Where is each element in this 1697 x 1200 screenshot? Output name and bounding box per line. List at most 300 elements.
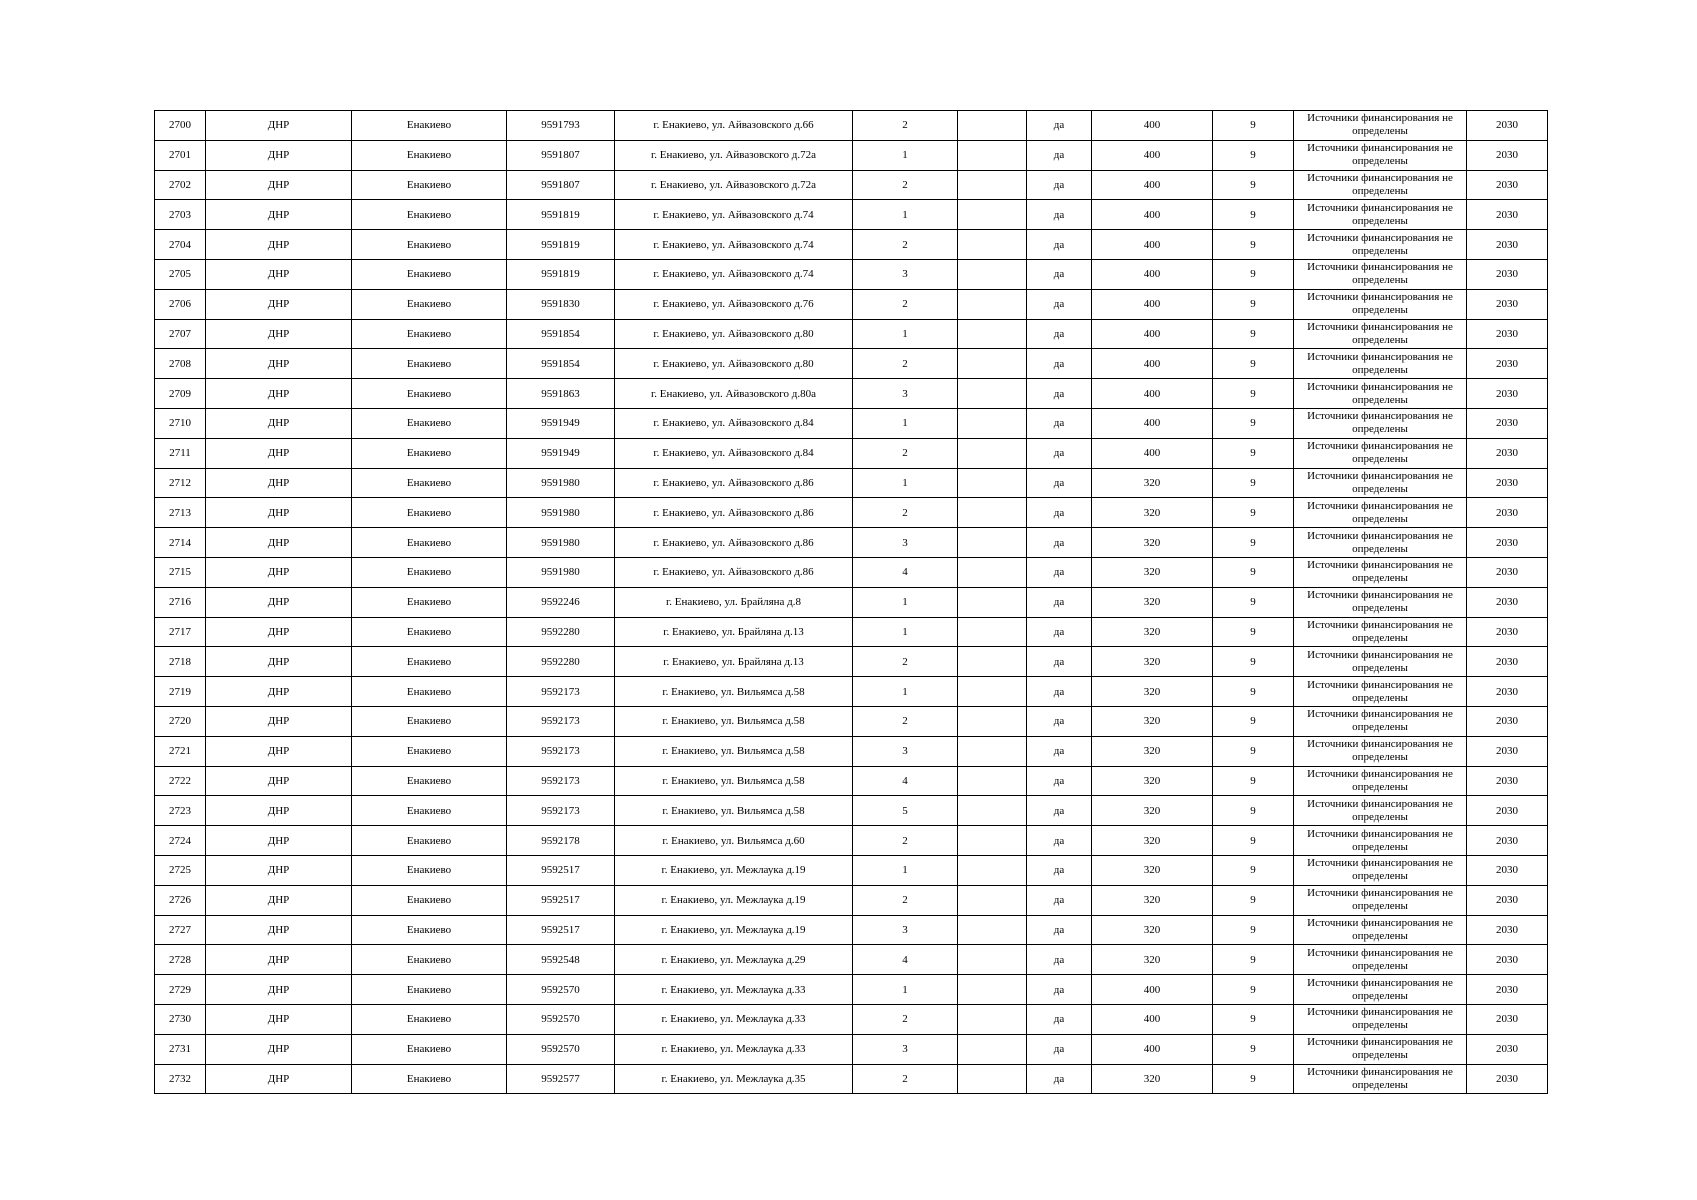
funding-note-cell: Источники финансирования не определены xyxy=(1294,587,1467,617)
floors-cell: 9 xyxy=(1213,1004,1294,1034)
object-id-cell: 9591819 xyxy=(507,200,615,230)
entrance-cell: 2 xyxy=(853,289,958,319)
entrance-cell: 3 xyxy=(853,915,958,945)
table-row xyxy=(155,379,1548,409)
blank-cell xyxy=(958,647,1027,677)
flag-cell: да xyxy=(1027,111,1092,141)
object-id-cell: 9591980 xyxy=(507,468,615,498)
year-cell: 2030 xyxy=(1467,319,1548,349)
address-cell: г. Енакиево, ул. Межлаука д.35 xyxy=(615,1064,853,1094)
floors-cell: 9 xyxy=(1213,587,1294,617)
amount-cell: 400 xyxy=(1092,259,1213,289)
table-row xyxy=(155,200,1548,230)
flag-cell: да xyxy=(1027,319,1092,349)
city-cell: Енакиево xyxy=(352,677,507,707)
funding-note-cell: Источники финансирования не определены xyxy=(1294,379,1467,409)
floors-cell: 9 xyxy=(1213,677,1294,707)
object-id-cell: 9592570 xyxy=(507,1034,615,1064)
region-cell: ДНР xyxy=(206,945,352,975)
city-cell: Енакиево xyxy=(352,945,507,975)
entrance-cell: 4 xyxy=(853,945,958,975)
object-id-cell: 9591819 xyxy=(507,230,615,260)
flag-cell: да xyxy=(1027,1004,1092,1034)
flag-cell: да xyxy=(1027,736,1092,766)
table-row xyxy=(155,826,1548,856)
year-cell: 2030 xyxy=(1467,945,1548,975)
floors-cell: 9 xyxy=(1213,140,1294,170)
row-number-cell: 2730 xyxy=(155,1004,206,1034)
funding-note-cell: Источники финансирования не определены xyxy=(1294,289,1467,319)
year-cell: 2030 xyxy=(1467,200,1548,230)
object-id-cell: 9591854 xyxy=(507,319,615,349)
object-id-cell: 9591949 xyxy=(507,438,615,468)
object-id-cell: 9592173 xyxy=(507,706,615,736)
amount-cell: 320 xyxy=(1092,1064,1213,1094)
funding-note-cell: Источники финансирования не определены xyxy=(1294,885,1467,915)
entrance-cell: 2 xyxy=(853,170,958,200)
region-cell: ДНР xyxy=(206,677,352,707)
entrance-cell: 1 xyxy=(853,855,958,885)
blank-cell xyxy=(958,200,1027,230)
blank-cell xyxy=(958,557,1027,587)
table-row xyxy=(155,796,1548,826)
year-cell: 2030 xyxy=(1467,915,1548,945)
year-cell: 2030 xyxy=(1467,468,1548,498)
year-cell: 2030 xyxy=(1467,379,1548,409)
region-cell: ДНР xyxy=(206,408,352,438)
table-row xyxy=(155,438,1548,468)
flag-cell: да xyxy=(1027,885,1092,915)
row-number-cell: 2714 xyxy=(155,528,206,558)
row-number-cell: 2702 xyxy=(155,170,206,200)
row-number-cell: 2727 xyxy=(155,915,206,945)
city-cell: Енакиево xyxy=(352,975,507,1005)
funding-note-cell: Источники финансирования не определены xyxy=(1294,140,1467,170)
blank-cell xyxy=(958,915,1027,945)
city-cell: Енакиево xyxy=(352,319,507,349)
flag-cell: да xyxy=(1027,200,1092,230)
region-cell: ДНР xyxy=(206,1064,352,1094)
city-cell: Енакиево xyxy=(352,557,507,587)
amount-cell: 320 xyxy=(1092,528,1213,558)
entrance-cell: 3 xyxy=(853,528,958,558)
floors-cell: 9 xyxy=(1213,826,1294,856)
flag-cell: да xyxy=(1027,915,1092,945)
funding-note-cell: Источники финансирования не определены xyxy=(1294,826,1467,856)
table-row xyxy=(155,230,1548,260)
entrance-cell: 2 xyxy=(853,1064,958,1094)
row-number-cell: 2715 xyxy=(155,557,206,587)
table-row xyxy=(155,140,1548,170)
blank-cell xyxy=(958,677,1027,707)
amount-cell: 320 xyxy=(1092,915,1213,945)
region-cell: ДНР xyxy=(206,498,352,528)
city-cell: Енакиево xyxy=(352,111,507,141)
blank-cell xyxy=(958,528,1027,558)
funding-note-cell: Источники финансирования не определены xyxy=(1294,1004,1467,1034)
flag-cell: да xyxy=(1027,1064,1092,1094)
row-number-cell: 2716 xyxy=(155,587,206,617)
table-row xyxy=(155,647,1548,677)
region-cell: ДНР xyxy=(206,379,352,409)
funding-note-cell: Источники финансирования не определены xyxy=(1294,111,1467,141)
flag-cell: да xyxy=(1027,438,1092,468)
city-cell: Енакиево xyxy=(352,200,507,230)
address-cell: г. Енакиево, ул. Вильямса д.58 xyxy=(615,677,853,707)
object-id-cell: 9592173 xyxy=(507,677,615,707)
floors-cell: 9 xyxy=(1213,408,1294,438)
row-number-cell: 2732 xyxy=(155,1064,206,1094)
funding-note-cell: Источники финансирования не определены xyxy=(1294,408,1467,438)
table-row xyxy=(155,170,1548,200)
flag-cell: да xyxy=(1027,140,1092,170)
amount-cell: 400 xyxy=(1092,438,1213,468)
amount-cell: 400 xyxy=(1092,408,1213,438)
floors-cell: 9 xyxy=(1213,111,1294,141)
flag-cell: да xyxy=(1027,408,1092,438)
row-number-cell: 2707 xyxy=(155,319,206,349)
row-number-cell: 2709 xyxy=(155,379,206,409)
object-id-cell: 9592548 xyxy=(507,945,615,975)
blank-cell xyxy=(958,408,1027,438)
entrance-cell: 2 xyxy=(853,349,958,379)
row-number-cell: 2713 xyxy=(155,498,206,528)
entrance-cell: 2 xyxy=(853,885,958,915)
city-cell: Енакиево xyxy=(352,796,507,826)
city-cell: Енакиево xyxy=(352,915,507,945)
funding-note-cell: Источники финансирования не определены xyxy=(1294,259,1467,289)
funding-note-cell: Источники финансирования не определены xyxy=(1294,617,1467,647)
funding-note-cell: Источники финансирования не определены xyxy=(1294,766,1467,796)
floors-cell: 9 xyxy=(1213,647,1294,677)
row-number-cell: 2703 xyxy=(155,200,206,230)
amount-cell: 320 xyxy=(1092,766,1213,796)
region-cell: ДНР xyxy=(206,915,352,945)
floors-cell: 9 xyxy=(1213,557,1294,587)
year-cell: 2030 xyxy=(1467,736,1548,766)
funding-note-cell: Источники финансирования не определены xyxy=(1294,349,1467,379)
blank-cell xyxy=(958,975,1027,1005)
blank-cell xyxy=(958,706,1027,736)
address-cell: г. Енакиево, ул. Айвазовского д.86 xyxy=(615,557,853,587)
row-number-cell: 2721 xyxy=(155,736,206,766)
blank-cell xyxy=(958,349,1027,379)
region-cell: ДНР xyxy=(206,319,352,349)
flag-cell: да xyxy=(1027,677,1092,707)
amount-cell: 400 xyxy=(1092,975,1213,1005)
amount-cell: 320 xyxy=(1092,706,1213,736)
flag-cell: да xyxy=(1027,557,1092,587)
city-cell: Енакиево xyxy=(352,1064,507,1094)
flag-cell: да xyxy=(1027,1034,1092,1064)
address-cell: г. Енакиево, ул. Айвазовского д.80а xyxy=(615,379,853,409)
amount-cell: 400 xyxy=(1092,1034,1213,1064)
funding-note-cell: Источники финансирования не определены xyxy=(1294,557,1467,587)
region-cell: ДНР xyxy=(206,230,352,260)
region-cell: ДНР xyxy=(206,706,352,736)
entrance-cell: 3 xyxy=(853,736,958,766)
table-row xyxy=(155,528,1548,558)
object-id-cell: 9592280 xyxy=(507,647,615,677)
address-cell: г. Енакиево, ул. Айвазовского д.86 xyxy=(615,498,853,528)
city-cell: Енакиево xyxy=(352,349,507,379)
floors-cell: 9 xyxy=(1213,796,1294,826)
address-cell: г. Енакиево, ул. Айвазовского д.74 xyxy=(615,200,853,230)
region-cell: ДНР xyxy=(206,349,352,379)
city-cell: Енакиево xyxy=(352,528,507,558)
row-number-cell: 2706 xyxy=(155,289,206,319)
table-row xyxy=(155,498,1548,528)
table-row xyxy=(155,766,1548,796)
object-id-cell: 9591819 xyxy=(507,259,615,289)
row-number-cell: 2712 xyxy=(155,468,206,498)
blank-cell xyxy=(958,1004,1027,1034)
table-row xyxy=(155,1064,1548,1094)
object-id-cell: 9591949 xyxy=(507,408,615,438)
row-number-cell: 2731 xyxy=(155,1034,206,1064)
city-cell: Енакиево xyxy=(352,498,507,528)
funding-note-cell: Источники финансирования не определены xyxy=(1294,1034,1467,1064)
row-number-cell: 2701 xyxy=(155,140,206,170)
table-row xyxy=(155,945,1548,975)
object-id-cell: 9592280 xyxy=(507,617,615,647)
table-row xyxy=(155,587,1548,617)
object-id-cell: 9592178 xyxy=(507,826,615,856)
row-number-cell: 2717 xyxy=(155,617,206,647)
address-cell: г. Енакиево, ул. Айвазовского д.86 xyxy=(615,528,853,558)
row-number-cell: 2700 xyxy=(155,111,206,141)
year-cell: 2030 xyxy=(1467,230,1548,260)
entrance-cell: 2 xyxy=(853,498,958,528)
funding-note-cell: Источники финансирования не определены xyxy=(1294,677,1467,707)
region-cell: ДНР xyxy=(206,826,352,856)
amount-cell: 400 xyxy=(1092,111,1213,141)
year-cell: 2030 xyxy=(1467,289,1548,319)
city-cell: Енакиево xyxy=(352,140,507,170)
flag-cell: да xyxy=(1027,647,1092,677)
object-id-cell: 9592173 xyxy=(507,736,615,766)
funding-note-cell: Источники финансирования не определены xyxy=(1294,528,1467,558)
blank-cell xyxy=(958,826,1027,856)
funding-note-cell: Источники финансирования не определены xyxy=(1294,706,1467,736)
table-row xyxy=(155,319,1548,349)
row-number-cell: 2729 xyxy=(155,975,206,1005)
funding-note-cell: Источники финансирования не определены xyxy=(1294,975,1467,1005)
address-cell: г. Енакиево, ул. Айвазовского д.84 xyxy=(615,408,853,438)
flag-cell: да xyxy=(1027,170,1092,200)
region-cell: ДНР xyxy=(206,1004,352,1034)
blank-cell xyxy=(958,438,1027,468)
city-cell: Енакиево xyxy=(352,230,507,260)
city-cell: Енакиево xyxy=(352,885,507,915)
funding-note-cell: Источники финансирования не определены xyxy=(1294,498,1467,528)
object-id-cell: 9591854 xyxy=(507,349,615,379)
blank-cell xyxy=(958,170,1027,200)
city-cell: Енакиево xyxy=(352,468,507,498)
amount-cell: 320 xyxy=(1092,796,1213,826)
floors-cell: 9 xyxy=(1213,766,1294,796)
table-body xyxy=(155,111,1548,1094)
region-cell: ДНР xyxy=(206,170,352,200)
row-number-cell: 2725 xyxy=(155,855,206,885)
flag-cell: да xyxy=(1027,975,1092,1005)
amount-cell: 400 xyxy=(1092,289,1213,319)
floors-cell: 9 xyxy=(1213,885,1294,915)
funding-note-cell: Источники финансирования не определены xyxy=(1294,200,1467,230)
year-cell: 2030 xyxy=(1467,975,1548,1005)
row-number-cell: 2704 xyxy=(155,230,206,260)
object-id-cell: 9592517 xyxy=(507,855,615,885)
floors-cell: 9 xyxy=(1213,1064,1294,1094)
address-cell: г. Енакиево, ул. Межлаука д.29 xyxy=(615,945,853,975)
city-cell: Енакиево xyxy=(352,587,507,617)
address-cell: г. Енакиево, ул. Айвазовского д.74 xyxy=(615,230,853,260)
amount-cell: 320 xyxy=(1092,468,1213,498)
floors-cell: 9 xyxy=(1213,289,1294,319)
year-cell: 2030 xyxy=(1467,826,1548,856)
year-cell: 2030 xyxy=(1467,1034,1548,1064)
blank-cell xyxy=(958,945,1027,975)
table-row xyxy=(155,1004,1548,1034)
funding-note-cell: Источники финансирования не определены xyxy=(1294,736,1467,766)
flag-cell: да xyxy=(1027,766,1092,796)
floors-cell: 9 xyxy=(1213,915,1294,945)
row-number-cell: 2705 xyxy=(155,259,206,289)
region-cell: ДНР xyxy=(206,289,352,319)
entrance-cell: 3 xyxy=(853,259,958,289)
address-cell: г. Енакиево, ул. Межлаука д.33 xyxy=(615,975,853,1005)
year-cell: 2030 xyxy=(1467,140,1548,170)
region-cell: ДНР xyxy=(206,885,352,915)
object-id-cell: 9592570 xyxy=(507,975,615,1005)
flag-cell: да xyxy=(1027,259,1092,289)
year-cell: 2030 xyxy=(1467,528,1548,558)
city-cell: Енакиево xyxy=(352,647,507,677)
amount-cell: 400 xyxy=(1092,230,1213,260)
address-cell: г. Енакиево, ул. Айвазовского д.72а xyxy=(615,170,853,200)
object-id-cell: 9592173 xyxy=(507,766,615,796)
funding-note-cell: Источники финансирования не определены xyxy=(1294,438,1467,468)
table-row xyxy=(155,915,1548,945)
row-number-cell: 2718 xyxy=(155,647,206,677)
amount-cell: 320 xyxy=(1092,587,1213,617)
address-cell: г. Енакиево, ул. Айвазовского д.72а xyxy=(615,140,853,170)
funding-note-cell: Источники финансирования не определены xyxy=(1294,915,1467,945)
flag-cell: да xyxy=(1027,855,1092,885)
object-id-cell: 9591863 xyxy=(507,379,615,409)
row-number-cell: 2720 xyxy=(155,706,206,736)
blank-cell xyxy=(958,855,1027,885)
region-cell: ДНР xyxy=(206,766,352,796)
blank-cell xyxy=(958,230,1027,260)
region-cell: ДНР xyxy=(206,259,352,289)
year-cell: 2030 xyxy=(1467,111,1548,141)
flag-cell: да xyxy=(1027,706,1092,736)
year-cell: 2030 xyxy=(1467,1064,1548,1094)
row-number-cell: 2724 xyxy=(155,826,206,856)
city-cell: Енакиево xyxy=(352,170,507,200)
entrance-cell: 2 xyxy=(853,111,958,141)
flag-cell: да xyxy=(1027,468,1092,498)
floors-cell: 9 xyxy=(1213,528,1294,558)
blank-cell xyxy=(958,796,1027,826)
blank-cell xyxy=(958,498,1027,528)
city-cell: Енакиево xyxy=(352,289,507,319)
entrance-cell: 3 xyxy=(853,379,958,409)
address-cell: г. Енакиево, ул. Вильямса д.60 xyxy=(615,826,853,856)
table-row xyxy=(155,885,1548,915)
blank-cell xyxy=(958,1034,1027,1064)
blank-cell xyxy=(958,885,1027,915)
blank-cell xyxy=(958,1064,1027,1094)
amount-cell: 320 xyxy=(1092,885,1213,915)
floors-cell: 9 xyxy=(1213,319,1294,349)
funding-note-cell: Источники финансирования не определены xyxy=(1294,855,1467,885)
funding-note-cell: Источники финансирования не определены xyxy=(1294,796,1467,826)
funding-note-cell: Источники финансирования не определены xyxy=(1294,1064,1467,1094)
blank-cell xyxy=(958,319,1027,349)
flag-cell: да xyxy=(1027,617,1092,647)
entrance-cell: 4 xyxy=(853,766,958,796)
address-cell: г. Енакиево, ул. Вильямса д.58 xyxy=(615,706,853,736)
object-id-cell: 9592517 xyxy=(507,915,615,945)
flag-cell: да xyxy=(1027,498,1092,528)
table-row xyxy=(155,617,1548,647)
floors-cell: 9 xyxy=(1213,706,1294,736)
region-cell: ДНР xyxy=(206,587,352,617)
address-cell: г. Енакиево, ул. Айвазовского д.80 xyxy=(615,319,853,349)
city-cell: Енакиево xyxy=(352,766,507,796)
entrance-cell: 1 xyxy=(853,140,958,170)
city-cell: Енакиево xyxy=(352,1004,507,1034)
entrance-cell: 2 xyxy=(853,647,958,677)
blank-cell xyxy=(958,736,1027,766)
floors-cell: 9 xyxy=(1213,379,1294,409)
floors-cell: 9 xyxy=(1213,736,1294,766)
amount-cell: 320 xyxy=(1092,945,1213,975)
entrance-cell: 1 xyxy=(853,319,958,349)
blank-cell xyxy=(958,379,1027,409)
address-cell: г. Енакиево, ул. Межлаука д.19 xyxy=(615,915,853,945)
row-number-cell: 2722 xyxy=(155,766,206,796)
row-number-cell: 2710 xyxy=(155,408,206,438)
entrance-cell: 1 xyxy=(853,468,958,498)
city-cell: Енакиево xyxy=(352,706,507,736)
address-cell: г. Енакиево, ул. Айвазовского д.76 xyxy=(615,289,853,319)
floors-cell: 9 xyxy=(1213,468,1294,498)
amount-cell: 320 xyxy=(1092,855,1213,885)
entrance-cell: 4 xyxy=(853,557,958,587)
amount-cell: 400 xyxy=(1092,379,1213,409)
amount-cell: 400 xyxy=(1092,140,1213,170)
entrance-cell: 2 xyxy=(853,1004,958,1034)
table-row xyxy=(155,557,1548,587)
entrance-cell: 2 xyxy=(853,706,958,736)
region-cell: ДНР xyxy=(206,736,352,766)
year-cell: 2030 xyxy=(1467,1004,1548,1034)
row-number-cell: 2708 xyxy=(155,349,206,379)
object-id-cell: 9592173 xyxy=(507,796,615,826)
object-id-cell: 9591980 xyxy=(507,557,615,587)
floors-cell: 9 xyxy=(1213,349,1294,379)
blank-cell xyxy=(958,140,1027,170)
year-cell: 2030 xyxy=(1467,855,1548,885)
amount-cell: 400 xyxy=(1092,349,1213,379)
object-id-cell: 9592246 xyxy=(507,587,615,617)
city-cell: Енакиево xyxy=(352,617,507,647)
flag-cell: да xyxy=(1027,587,1092,617)
floors-cell: 9 xyxy=(1213,200,1294,230)
